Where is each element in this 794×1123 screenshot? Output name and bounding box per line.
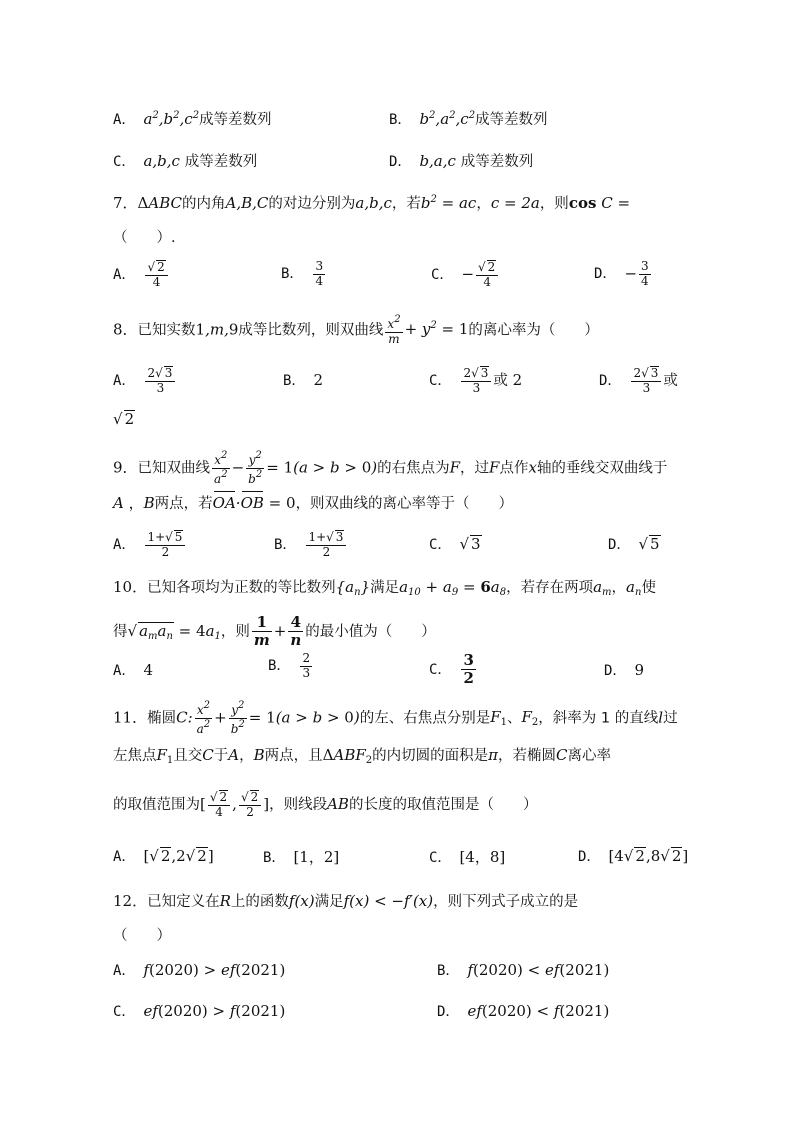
q10-option-b[interactable] [268,652,314,681]
option-label: C． [429,537,452,553]
formula: 1,m,9 [195,320,239,339]
formula: AB [327,794,349,813]
fraction: $\frac{4}{n}$ [290,613,302,650]
formula: B [253,746,265,764]
stem-text: 轴的垂线交双曲线于 [536,460,668,477]
option-text: 成等差数列 [460,154,534,170]
fraction: $\frac{2}{3}$ [302,651,311,680]
option-value: 4 [143,661,153,679]
formula: $F_1$ [156,746,174,766]
option-label: D． [437,1004,460,1020]
q8-option-b[interactable] [283,370,323,390]
fraction: $\frac{3}{4}$ [641,259,649,288]
option-value: [1，2] [293,848,340,866]
stem-text: 已知定义在 [147,894,220,910]
answer-blank: （ ） [113,928,171,944]
stem-text: 点作 [499,460,529,477]
formula: = 1(a > b > 0) [248,708,360,727]
stem-text: 两点，若 [154,496,213,512]
q10-option-a[interactable] [113,660,153,680]
option-label: B． [263,850,286,866]
q11-option-a[interactable]: A． [√ 2,2√ 2] [113,847,214,865]
q9-option-d[interactable]: D． √ 5 [608,535,660,553]
q6-option-b[interactable] [389,108,548,129]
stem-text: ， [476,196,491,212]
stem-text: ，则 [539,196,569,212]
formula: $\{a_n\}$ [335,578,371,598]
question-number: 10． [113,578,148,596]
fraction: $\frac{1+√ 5}{2}$ [145,530,185,560]
formula: = 1(a > b > 0) [266,458,378,477]
question-number: 9． [113,458,138,477]
q11-stem-cont2: 的取值范围为[ $\frac{√ 2}{4}$ , $\frac{√ 2}{2}$ ]，则线段AB的长度的取值范围是（ ） [113,790,538,819]
formula: $a_m$ [593,578,612,598]
stem-text: 已知各项均为正数的等比数列 [147,580,336,596]
q11-option-b[interactable] [263,846,339,867]
option-value: 9 [634,661,644,679]
option-label: B． [274,536,297,553]
fraction: $\frac{x^2}{a^2}$ [214,450,228,486]
stem-text: 的左、右焦点分别是 [359,710,491,727]
formula: $F_1$ [490,708,507,729]
q10-stem-cont: 得√ $a_ma_n = 4a_1$，则 $\frac{1}{m}$ + $\frac{4}{n}$ 的最小值为（ ） [113,613,436,650]
option-label: D． [594,266,617,283]
formula: π [488,746,498,764]
stem-text: 已知双曲线 [137,460,211,477]
formula: F [489,458,500,477]
formula: $b^2,a^2,c^2$ [419,110,476,128]
formula: OA·OB = 0 [212,494,296,512]
formula: F [449,458,461,477]
formula: ef(2020) < f(2021) [467,1002,610,1020]
fraction: $\frac{1}{m}$ [253,613,270,650]
option-label: C． [429,372,452,389]
formula: $a^2,b^2,c^2$ [143,110,200,128]
q6-option-c[interactable] [113,150,257,171]
formula: $b^2$ = ac [420,194,477,212]
stem-text: ，则 [220,623,250,640]
option-label: D． [604,663,627,679]
stem-text: 的右焦点为 [377,460,450,477]
fraction: $\frac{x^2}{m}$ [387,314,401,346]
stem-text: ，则双曲线的离心率等于（ ） [295,496,514,512]
stem-text: ，若椭圆 [498,748,556,764]
option-label: C． [113,1004,136,1020]
q9-option-b[interactable] [274,530,348,560]
option-label: C． [431,266,454,283]
stem-text: 已知实数 [137,322,196,339]
fraction: $\frac{2√ 3}{3}$ [631,366,661,396]
fraction: $\frac{3}{4}$ [315,259,324,288]
option-label: A． [113,266,136,283]
option-label: D． [608,537,631,553]
formula: A,B,C [225,194,269,212]
q11-option-c[interactable] [429,846,505,867]
option-label: A． [113,112,136,128]
q6-option-d[interactable] [389,150,533,171]
formula: A [228,746,240,764]
stem-text: 左焦点 [113,748,157,764]
option-label: D． [578,849,601,865]
fraction: $\frac{√ 2}{4}$ [145,260,167,290]
option-text: 成等差数列 [475,112,548,128]
or-text: 或 [663,372,678,389]
q12-option-a[interactable] [113,960,285,980]
stem-text: ，则线段 [269,796,328,813]
q7-option-d[interactable]: D． − $\frac{3}{4}$ [594,259,649,288]
stem-text: ，则下列式子成立的是 [433,894,579,910]
stem-text: 的取值范围为 [113,796,200,813]
q9-stem-cont: A ，B两点，若OA·OB = 0，则双曲线的离心率等于（ ） [113,494,514,512]
stem-text: 的对边分别为 [268,196,356,212]
fraction: $\frac{1+√ 3}{2}$ [306,530,346,560]
formula: R [219,892,231,910]
formula: B [143,494,155,512]
option-text: 成等差数列 [199,112,272,128]
formula: b,a,c [419,152,456,170]
q12-option-b[interactable] [437,960,609,980]
q8-option-c[interactable]: C． $\frac{2√ 3}{3}$ 或 2 [429,366,523,395]
formula: ΔABC [137,194,183,212]
formula: C [556,746,568,764]
option-label: C． [113,154,136,170]
stem-text: 椭圆 [147,710,177,727]
stem-text: ， [239,748,254,764]
q10-option-c[interactable] [429,652,478,688]
q8-stem [113,314,684,347]
stem-text: 的最小值为（ ） [305,623,436,640]
stem-text: 过 [663,710,678,727]
fraction: $\frac{√ 2}{4}$ [476,260,498,290]
q12-stem [113,890,684,911]
option-label: A． [113,663,136,679]
option-label: B． [281,266,304,283]
fraction: $\frac{y^2}{b^2}$ [230,700,245,736]
formula: f(2020) > ef(2021) [143,961,286,979]
q9-option-c[interactable]: C． √ 3 [429,535,481,553]
stem-text: ，斜率为 1 的直线 [538,710,659,727]
stem-text: ， [611,580,627,596]
formula: f(x) [288,892,315,910]
option-label: A． [113,963,136,979]
q9-stem: 9．已知双曲线 $\frac{x^2}{a^2}$ − $\frac{y^2}{b^2}$ = 1(a > b > 0)的右焦点为F，过F点作x轴的垂线交双曲线于 [113,450,668,486]
stem-text: 满足 [370,580,400,596]
q6-option-a[interactable] [113,108,272,129]
q8-option-d-cont: √ 2 [113,410,135,428]
question-number: 8． [113,320,138,339]
or-text: 或 [493,372,508,389]
option-label: B． [389,112,412,128]
formula: cos C = [568,194,631,212]
formula: = $4a_1$ [173,621,221,642]
formula: $a_{10} + a_9 = 6a_8$ [399,578,507,598]
q7-option-c[interactable]: C． − $\frac{√ 2}{4}$ [431,260,500,290]
formula: f(x) < −f′(x) [343,892,434,910]
stem-text: 的内切圆的面积是 [372,748,489,764]
stem-text: 上的函数 [230,894,289,910]
formula: $a_n$ [626,578,642,598]
formula: $F_2$ [521,708,539,729]
stem-text: ，过 [460,460,490,477]
formula: $a_ma_n$ [139,621,173,642]
q7-option-b[interactable] [281,260,327,289]
fraction: $\frac{2√ 3}{3}$ [461,366,491,396]
stem-text: 、 [507,710,522,727]
option-value: [4，8] [459,848,506,866]
fraction: $\frac{√ 2}{2}$ [239,790,261,820]
option-label: B． [268,658,291,675]
formula: f(2020) < ef(2021) [467,961,610,979]
stem-text: 两点，且 [264,748,323,764]
answer-blank: （ ）. [113,230,176,246]
q11-stem: 11．椭圆C: $\frac{x^2}{a^2}$ + $\frac{y^2}{b^2}$ = 1(a > b > 0)的左、右焦点分别是$F_1$、$F_2$，斜率为 1 的直线l过 [113,700,678,736]
q7-answer-blank [113,226,684,247]
stem-text: 使 [641,580,656,596]
stem-text: 得 [113,623,128,640]
q7-stem [113,192,684,213]
q10-stem [113,576,684,598]
stem-text: 的长度的取值范围是（ ） [348,796,538,813]
formula: a,b,c [355,194,392,212]
formula: A [113,494,124,512]
fraction: $\frac{√ 2}{4}$ [208,790,230,820]
q8-option-d[interactable] [599,366,678,396]
formula: C: [176,708,193,727]
formula: ef(2020) > f(2021) [143,1002,286,1020]
formula: l [658,708,664,727]
fraction: $\frac{x^2}{a^2}$ [196,700,211,736]
stem-text: 于 [213,748,229,764]
stem-text: 离心率 [567,748,611,764]
q11-option-d[interactable]: D． [4√ 2,8√ 2] [578,847,689,865]
question-number: 11． [113,708,148,727]
q11-stem-cont [113,744,684,766]
option-label: B． [437,963,460,979]
q9-option-a[interactable] [113,530,187,560]
option-label: A． [113,372,136,389]
option-label: D． [599,372,622,389]
formula: x [528,458,537,477]
fraction: $\frac{2√ 3}{3}$ [145,366,175,396]
stem-text: 成等比数列，则双曲线 [238,322,384,339]
formula: + $y^2 = 1$ [404,320,469,339]
stem-text: ，若 [391,196,421,212]
option-label: A． [113,849,136,865]
q12-option-d[interactable] [437,1001,609,1021]
formula: c = 2a [490,194,540,212]
question-number: 7． [113,194,138,212]
q7-option-a[interactable] [113,260,170,290]
formula: a,b,c [143,152,180,170]
option-label: B． [283,373,306,389]
formula: $\Delta ABF_2$ [322,746,373,766]
stem-text: 的离心率为（ ） [468,322,599,339]
stem-text: 满足 [314,894,344,910]
stem-text: 且交 [173,748,203,764]
option-label: D． [389,154,412,170]
q12-answer-blank [113,924,684,945]
option-text: 成等差数列 [184,154,258,170]
option-label: C． [429,850,452,866]
formula: C [202,746,214,764]
fraction: $\frac{3}{2}$ [463,651,474,688]
stem-text: 的内角 [182,196,226,212]
q12-option-c[interactable] [113,1001,285,1021]
option-label: C． [429,661,452,678]
q8-option-a[interactable] [113,366,177,396]
question-number: 12． [113,892,148,910]
fraction: $\frac{y^2}{b^2}$ [248,450,263,486]
stem-text: ，若存在两项 [506,580,594,596]
option-value: 2 [313,371,323,389]
option-label: A． [113,536,136,553]
q10-option-d[interactable] [604,660,644,680]
